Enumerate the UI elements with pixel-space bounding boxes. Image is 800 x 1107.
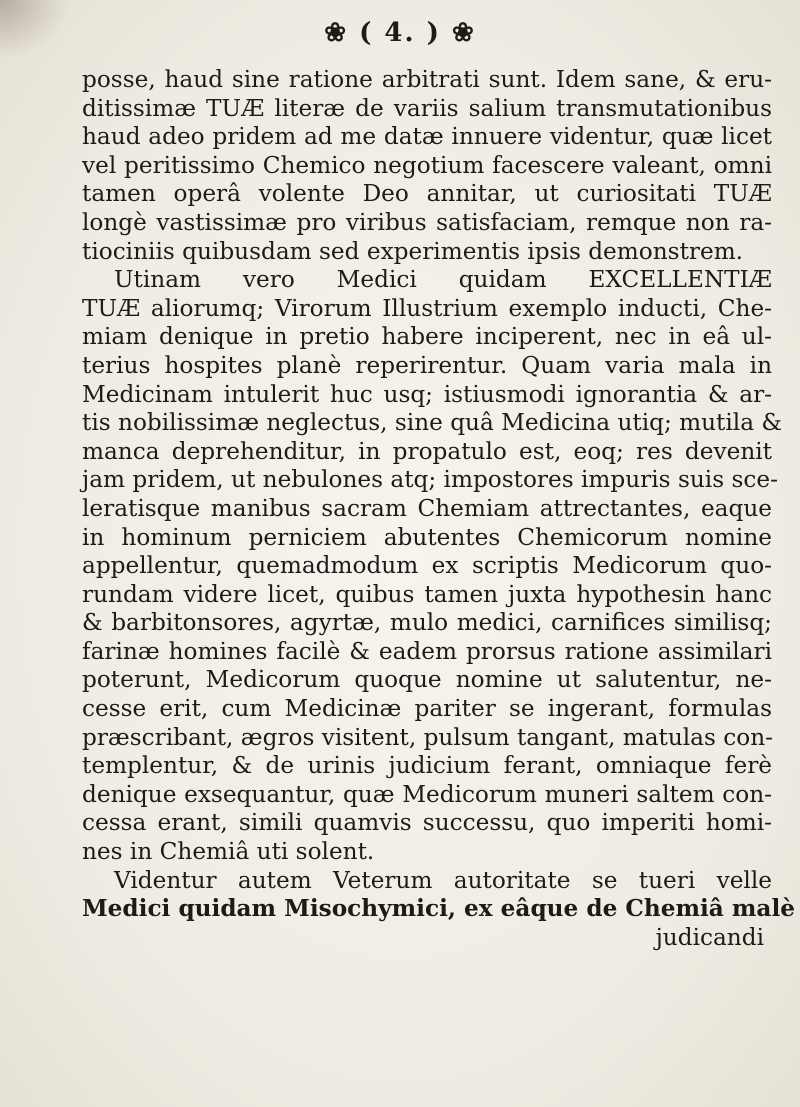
text-line: appellentur, quemadmodum ex scriptis Medicorum quo- (82, 552, 772, 580)
text-line: Videntur autem Veterum autoritate se tueri velle (114, 866, 772, 894)
text-line: poterunt, Medicorum quoque nomine ut salutentur, ne- (82, 666, 772, 694)
text-line: & barbitonsores, agyrtæ, mulo medici, carnifices similisq; (82, 609, 772, 637)
text-line: tis nobilissimæ neglectus, sine quâ Medicina utiq; mutila & (82, 409, 783, 437)
text-line: jam pridem, ut nebulones atq; impostores impuris suis sce- (82, 466, 778, 494)
text-line: Medicinam intulerit huc usq; istiusmodi ignorantia & ar- (82, 380, 772, 408)
text-line: præscribant, ægros visitent, pulsum tangant, matulas con- (82, 723, 773, 751)
text-line: tamen operâ volente Deo annitar, ut curiositati TUÆ (82, 180, 772, 208)
text-line: templentur, & de urinis judicium ferant, omniaque ferè (82, 752, 772, 780)
catchword: judicandi (655, 923, 764, 951)
text-line: vel peritissimo Chemico negotium facescere valeant, omni (82, 151, 772, 179)
text-line: cesse erit, cum Medicinæ pariter se ingerant, formulas (82, 695, 772, 723)
text-line: TUÆ aliorumq; Virorum Illustrium exemplo inducti, Che- (82, 294, 772, 322)
text-line: farinæ homines facilè & eadem prorsus ratione assimilari (82, 637, 772, 665)
text-line: tiociniis quibusdam sed experimentis ipsis demonstrem. (82, 237, 744, 265)
body-text (82, 66, 796, 952)
text-line: cessa erant, simili quamvis successu, quo imperiti homi- (82, 809, 772, 837)
text-line: Medici quidam Misochymici, ex eâque de Chemiâ malè (82, 895, 796, 923)
text-line: manca deprehenditur, in propatulo est, eoq; res devenit (82, 437, 772, 465)
text-line: leratisque manibus sacram Chemiam attrectantes, eaque (82, 494, 772, 522)
text-line: rundam videre licet, quibus tamen juxta hypothesin hanc (82, 580, 772, 608)
text-line: posse, haud sine ratione arbitrati sunt. Idem sane, & eru- (82, 66, 772, 93)
text-line: in hominum perniciem abutentes Chemicorum nomine (82, 523, 772, 551)
text-line: ditissimæ TUÆ literæ de variis salium transmutationibus (82, 94, 772, 122)
text-line: longè vastissimæ pro viribus satisfaciam, remque non ra- (82, 208, 772, 236)
text-line: denique exsequantur, quæ Medicorum muneri saltem con- (82, 780, 772, 808)
text-line: Utinam vero Medici quidam EXCELLENTIÆ (114, 266, 772, 294)
page-header: ❀ ( 4. ) ❀ (324, 18, 476, 48)
text-line: miam denique in pretio habere inciperent, nec in eâ ul- (82, 323, 772, 351)
text-line: haud adeo pridem ad me datæ innuere videntur, quæ licet (82, 123, 772, 151)
text-line: terius hospites planè reperirentur. Quam varia mala in (82, 351, 772, 379)
text-line: nes in Chemiâ uti solent. (82, 838, 375, 866)
